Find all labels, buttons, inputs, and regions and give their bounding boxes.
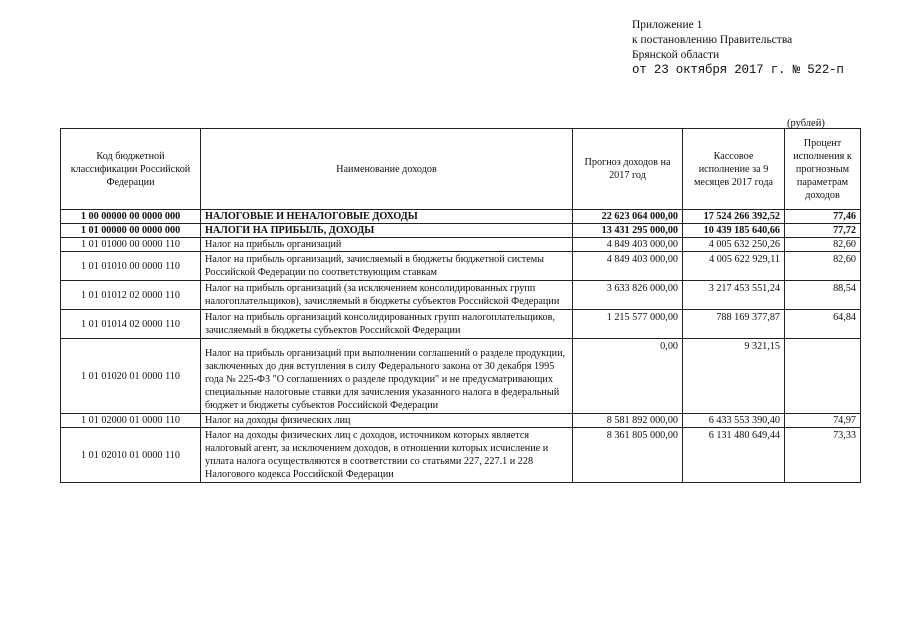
table-row — [61, 210, 861, 224]
column-header-forecast: Прогноз доходов на 2017 год — [573, 129, 683, 210]
table-row — [61, 428, 861, 483]
row-name: Налог на прибыль организаций — [201, 238, 573, 252]
row-forecast: 22 623 064 000,00 — [573, 210, 683, 224]
column-header-cash: Кассовое исполнение за 9 месяцев 2017 года — [683, 129, 785, 210]
row-cash: 9 321,15 — [683, 339, 785, 414]
row-cash: 17 524 266 392,52 — [683, 210, 785, 224]
row-code: 1 00 00000 00 0000 000 — [61, 210, 201, 224]
table-row — [61, 339, 861, 414]
appendix-header — [632, 18, 844, 78]
region-line: Брянской области — [632, 49, 720, 61]
row-percent: 77,46 — [785, 210, 861, 224]
column-header-percent: Процент исполнения к прогнозным параметрам доходов — [785, 129, 861, 210]
units-label: (рублей) — [787, 118, 825, 129]
column-header-code: Код бюджетной классификации Российской Федерации — [61, 129, 201, 210]
row-name: Налог на доходы физических лиц — [201, 414, 573, 428]
row-name: НАЛОГОВЫЕ И НЕНАЛОГОВЫЕ ДОХОДЫ — [201, 210, 573, 224]
row-cash: 4 005 622 929,11 — [683, 252, 785, 281]
row-cash: 4 005 632 250,26 — [683, 238, 785, 252]
row-percent: 74,97 — [785, 414, 861, 428]
table-header-row — [61, 129, 861, 210]
row-name: НАЛОГИ НА ПРИБЫЛЬ, ДОХОДЫ — [201, 224, 573, 238]
row-percent — [785, 339, 861, 414]
table-row — [61, 224, 861, 238]
row-forecast: 13 431 295 000,00 — [573, 224, 683, 238]
decree-date: от 23 октября 2017 г. № 522-п — [632, 63, 844, 77]
row-code: 1 01 02010 01 0000 110 — [61, 428, 201, 483]
row-code: 1 01 01020 01 0000 110 — [61, 339, 201, 414]
row-cash: 788 169 377,87 — [683, 310, 785, 339]
row-cash: 6 131 480 649,44 — [683, 428, 785, 483]
row-code: 1 01 00000 00 0000 000 — [61, 224, 201, 238]
row-percent: 77,72 — [785, 224, 861, 238]
row-name: Налог на прибыль организаций консолидированных групп налогоплательщиков, зачисляемый в бюджеты субъектов Российской Федерации — [201, 310, 573, 339]
row-percent: 88,54 — [785, 281, 861, 310]
row-code: 1 01 01012 02 0000 110 — [61, 281, 201, 310]
table-row — [61, 414, 861, 428]
row-percent: 64,84 — [785, 310, 861, 339]
table-row — [61, 252, 861, 281]
row-cash: 10 439 185 640,66 — [683, 224, 785, 238]
row-code: 1 01 01000 00 0000 110 — [61, 238, 201, 252]
row-percent: 73,33 — [785, 428, 861, 483]
row-forecast: 8 361 805 000,00 — [573, 428, 683, 483]
row-forecast: 1 215 577 000,00 — [573, 310, 683, 339]
row-forecast: 4 849 403 000,00 — [573, 252, 683, 281]
table-row — [61, 238, 861, 252]
row-name: Налог на доходы физических лиц с доходов, источником которых является налоговый агент, за исключением доходов, в отношении которых исчисление и уплата налога осуществляются в соответствии со статьями 227, 227.1 и 228 Налогового кодекса Российской Федерации — [201, 428, 573, 483]
row-forecast: 8 581 892 000,00 — [573, 414, 683, 428]
row-forecast: 3 633 826 000,00 — [573, 281, 683, 310]
appendix-line: Приложение 1 — [632, 19, 703, 31]
row-percent: 82,60 — [785, 238, 861, 252]
row-code: 1 01 02000 01 0000 110 — [61, 414, 201, 428]
table-row — [61, 310, 861, 339]
row-name: Налог на прибыль организаций, зачисляемый в бюджеты бюджетной системы Российской Федерации по соответствующим ставкам — [201, 252, 573, 281]
row-name: Налог на прибыль организаций (за исключением консолидированных групп налогоплательщиков), зачисляемый в бюджеты субъектов Российской Федерации — [201, 281, 573, 310]
column-header-name: Наименование доходов — [201, 129, 573, 210]
row-cash: 6 433 553 390,40 — [683, 414, 785, 428]
row-percent: 82,60 — [785, 252, 861, 281]
row-code: 1 01 01014 02 0000 110 — [61, 310, 201, 339]
row-forecast: 0,00 — [573, 339, 683, 414]
decree-line: к постановлению Правительства — [632, 34, 793, 46]
row-name: Налог на прибыль организаций при выполнении соглашений о разделе продукции, заключенных до дня вступления в силу Федерального закона от 30 декабря 1995 года № 225-ФЗ "О соглашениях о разделе продукции" и не предусматривающих специальные налоговые ставки для зачисления указанного налога в федеральный бюджет и бюджеты субъектов Российской Федерации — [201, 339, 573, 414]
row-code: 1 01 01010 00 0000 110 — [61, 252, 201, 281]
row-forecast: 4 849 403 000,00 — [573, 238, 683, 252]
income-table — [60, 128, 861, 483]
row-cash: 3 217 453 551,24 — [683, 281, 785, 310]
table-row — [61, 281, 861, 310]
